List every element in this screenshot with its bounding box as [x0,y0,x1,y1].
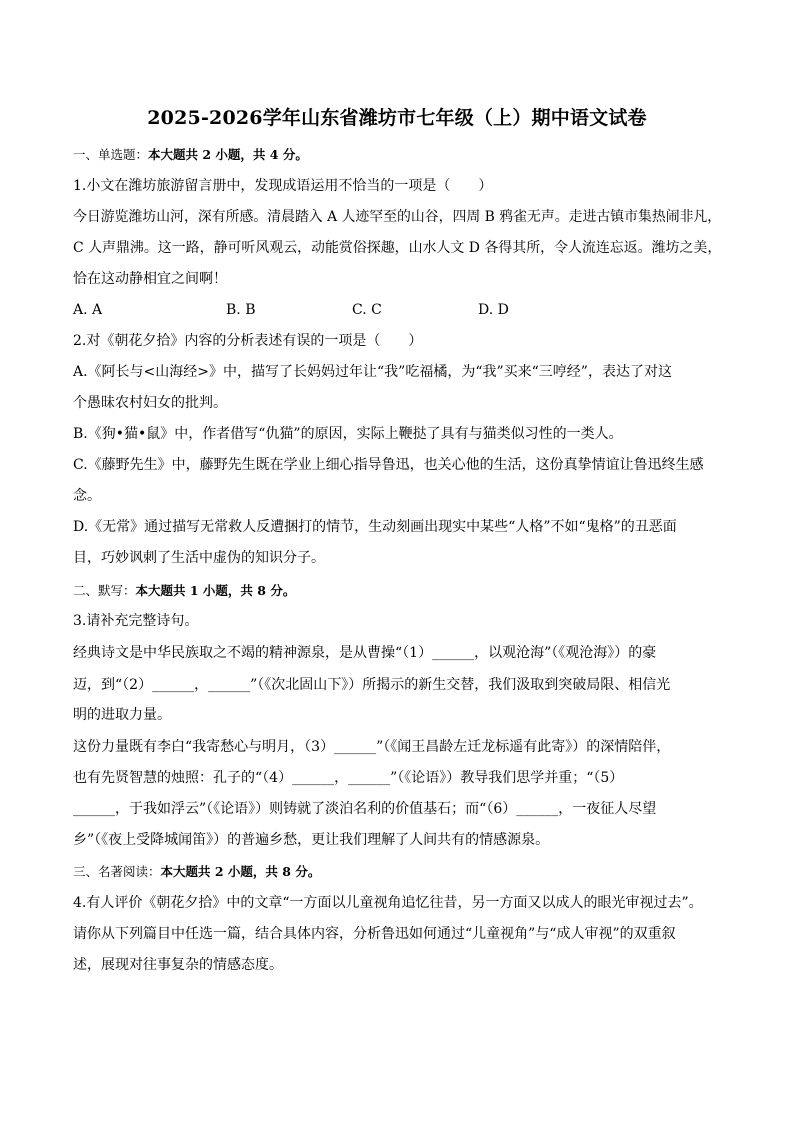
question-text-line: 4.有人评价《朝花夕拾》中的文章“一方面以儿童视角追忆往昔，另一方面又以成人的眼光审视过去”。 [73,895,703,911]
question-stem: 1.小文在潍坊旅游留言册中，发现成语运用不恰当的一项是（ ） [73,178,493,194]
option-c: C. C [352,302,382,318]
question-text-line: 述，展现对往事复杂的情感态度。 [73,957,283,973]
question-text-line: 目，巧妙讽刺了生活中虚伪的知识分子。 [73,550,325,566]
section-label: 二、默写： [73,583,136,598]
section-heading [73,146,308,164]
option-b: B. B [226,302,256,318]
question-text-line: 明的进取力量。 [73,707,171,723]
section-desc: 本大题共 1 小题，共 8 分。 [135,583,296,598]
question-text-line: 念。 [73,488,101,504]
section-desc: 本大题共 2 小题，共 4 分。 [148,147,308,162]
question-text-line: 这份力量既有李白“我寄愁心与明月，（3）______”（《闻王昌龄左迁龙标遥有此寄》）的深情陪伴， [73,739,671,755]
section-label: 一、单选题： [73,147,149,162]
exam-title: 2025-2026学年山东省潍坊市七年级（上）期中语文试卷 [147,107,647,129]
option-a: A. A [73,302,103,318]
question-text-line: 今日游览潍坊山河，深有所感。清晨踏入 A 人迹罕至的山谷，四周 B 鸦雀无声。走进古镇市集热闹非凡， [73,209,722,225]
section-desc: 本大题共 2 小题，共 8 分。 [160,864,321,879]
question-text-line: 个愚昧农村妇女的批判。 [73,395,227,411]
question-text-line: 也有先贤智慧的烛照：孔子的“（4）______，______”（《论语》）教导我们思学并重；“（5） [73,770,624,786]
question-text-line: 请你从下列篇目中任选一篇，结合具体内容，分析鲁迅如何通过“儿童视角”与“成人审视”的双重叙 [73,926,676,942]
question-text-line: 乡”（《夜上受降城闻笛》）的普遍乡愁，更让我们理解了人间共有的情感源泉。 [73,832,550,848]
question-stem: 3.请补充完整诗句。 [73,613,199,629]
question-text-line: 恰在这动静相宜之间啊！ [73,271,227,287]
question-stem: 2.对《朝花夕拾》内容的分析表述有误的一项是（ ） [73,333,423,349]
section-heading [73,582,295,600]
question-text-line: A.《阿长与<山海经>》中，描写了长妈妈过年让“我”吃福橘，为“我”买来“三哼经”，表达了对这 [73,364,672,380]
question-text-line: 迈，到“（2）______，______”（《次北固山下》）所揭示的新生交替，我们汲取到突破局限、相信光 [73,677,671,693]
question-text-line: ______，于我如浮云”（《论语》）则铸就了淡泊名利的价值基石；而“（6）______，一夜征人尽望 [73,801,657,817]
question-text-line: D.《无常》通过描写无常救人反遭捆打的情节，生动刻画出现实中某些“人格”不如“鬼格”的丑恶面 [73,519,677,535]
question-text-line: C 人声鼎沸。这一路，静可听风观云，动能赏俗探趣，山水人文 D 各得其所，令人流连忘返。潍坊之美， [73,240,722,256]
option-d: D. D [478,302,509,318]
question-text-line: B.《狗•猫•鼠》中，作者借写“仇猫”的原因，实际上鞭挞了具有与猫类似习性的一类人。 [73,426,623,442]
section-heading [73,863,320,881]
question-text-line: C.《藤野先生》中，藤野先生既在学业上细心指导鲁迅，也关心他的生活，这份真挚情谊让鲁迅终生感 [73,457,704,473]
section-label: 三、名著阅读： [73,864,161,879]
question-text-line: 经典诗文是中华民族取之不竭的精神源泉，是从曹操“（1）______，以观沧海”（《观沧海》）的豪 [73,645,657,661]
